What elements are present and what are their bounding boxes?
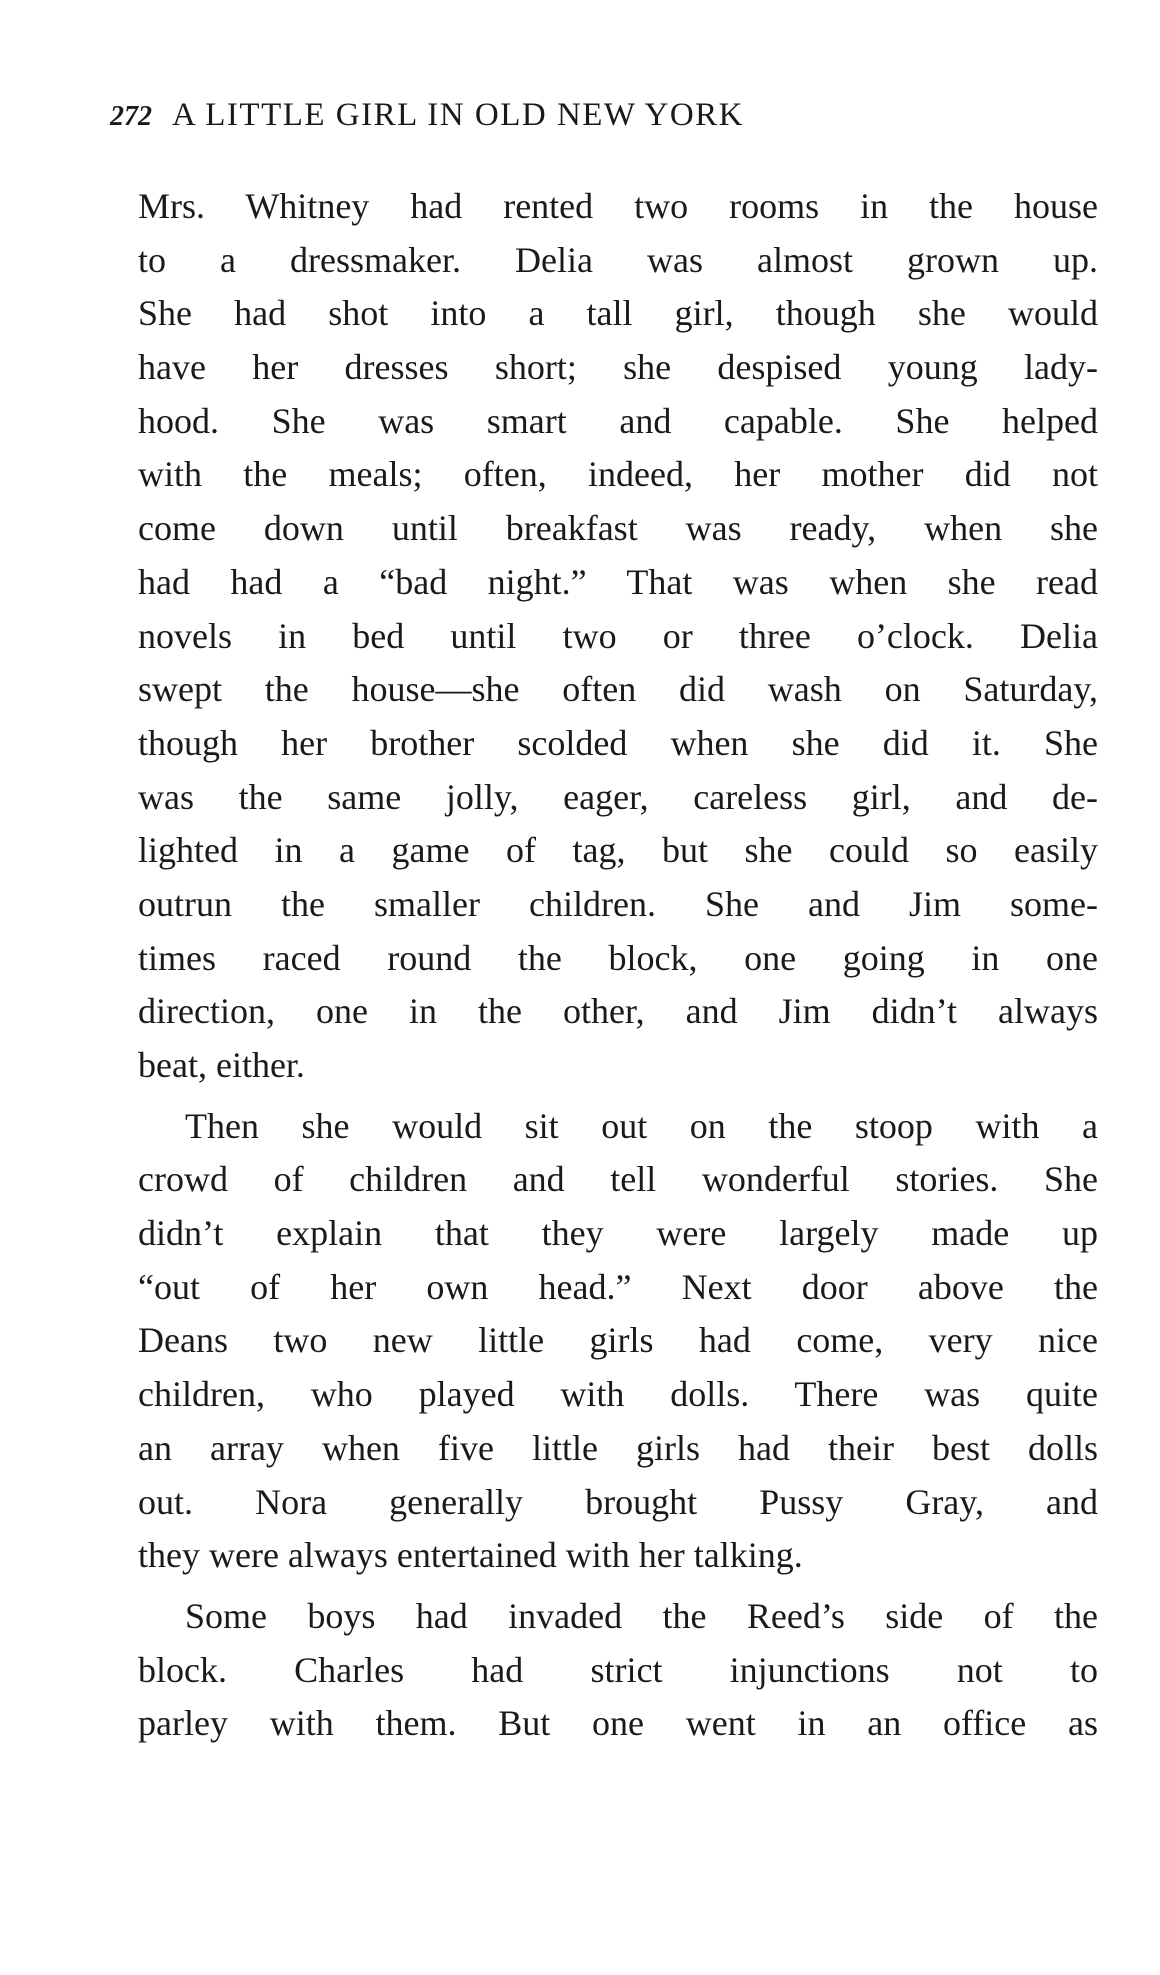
text-line: lighted in a game of tag, but she could so easily	[138, 830, 1098, 871]
text-line: with the meals; often, indeed, her mother did not	[138, 454, 1098, 495]
text-line: beat, either.	[138, 1045, 305, 1085]
text-line: parley with them. But one went in an office as	[138, 1703, 1098, 1744]
text-line: Then she would sit out on the stoop with a	[185, 1105, 1098, 1146]
text-line: an array when five little girls had their best dolls	[138, 1427, 1098, 1468]
text-line: they were always entertained with her talking.	[138, 1535, 803, 1576]
text-line: Some boys had invaded the Reed’s side of the	[185, 1595, 1098, 1636]
text-line: to a dressmaker. Delia was almost grown up.	[138, 239, 1098, 280]
text-line: children, who played with dolls. There was quite	[138, 1374, 1098, 1415]
text-line: times raced round the block, one going in one	[138, 937, 1098, 978]
text-line: was the same jolly, eager, careless girl, and de-	[138, 776, 1098, 817]
page-number: 272	[110, 101, 152, 132]
body-text	[138, 180, 1098, 1751]
text-line: direction, one in the other, and Jim didn’t always	[138, 991, 1098, 1032]
text-line: had had a “bad night.” That was when she read	[138, 561, 1098, 602]
paragraph	[138, 1100, 1098, 1583]
text-line: hood. She was smart and capable. She helped	[138, 400, 1098, 441]
running-title: A LITTLE GIRL IN OLD NEW YORK	[172, 97, 745, 133]
text-line: out. Nora generally brought Pussy Gray, and	[138, 1481, 1098, 1522]
text-line: She had shot into a tall girl, though she would	[138, 293, 1098, 334]
text-line: block. Charles had strict injunctions not to	[138, 1649, 1098, 1690]
paragraph	[138, 1590, 1098, 1751]
text-line: swept the house—she often did wash on Saturday,	[138, 669, 1098, 710]
text-line: outrun the smaller children. She and Jim some-	[138, 883, 1098, 924]
paragraph	[138, 180, 1098, 1093]
text-line: crowd of children and tell wonderful stories. She	[138, 1159, 1098, 1200]
text-line: novels in bed until two or three o’clock. Delia	[138, 615, 1098, 656]
text-line: didn’t explain that they were largely made up	[138, 1213, 1098, 1254]
text-line: “out of her own head.” Next door above the	[138, 1266, 1098, 1307]
text-line: Deans two new little girls had come, very nice	[138, 1320, 1098, 1361]
text-line: have her dresses short; she despised young lady-	[138, 347, 1098, 388]
text-line: come down until breakfast was ready, when she	[138, 508, 1098, 549]
text-line: Mrs. Whitney had rented two rooms in the house	[138, 186, 1098, 226]
text-line: though her brother scolded when she did it. She	[138, 722, 1098, 763]
running-head	[110, 93, 1050, 137]
